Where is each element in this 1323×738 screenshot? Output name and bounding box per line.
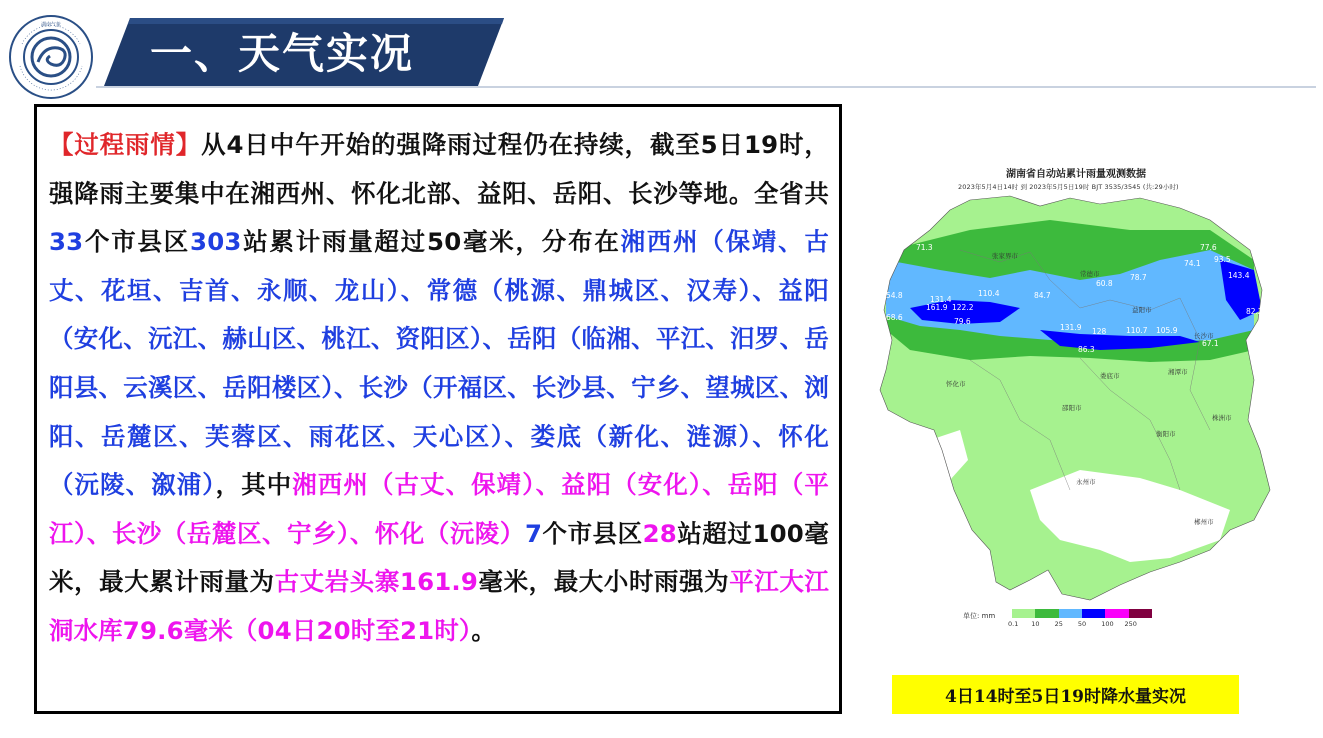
- summary-end: 。: [471, 615, 496, 645]
- rainfall-summary-text: [49, 121, 829, 656]
- city-label-zhangjiajie: 张家界市: [992, 252, 1018, 260]
- station-value: 71.3: [916, 243, 933, 252]
- station-value: 131.9: [1060, 323, 1082, 332]
- legend-ticks: [1008, 620, 1168, 630]
- legend-swatch-0: [1012, 609, 1035, 618]
- city-label-chenzhou: 郴州市: [1194, 518, 1214, 526]
- legend-swatch-5: [1129, 609, 1152, 618]
- legend-unit: 单位: mm: [963, 612, 996, 620]
- station-value: 161.9: [926, 303, 948, 312]
- station-value: 122.2: [952, 303, 974, 312]
- station-count-50mm: 303: [190, 227, 242, 257]
- station-value: 68.6: [886, 313, 903, 322]
- section-label: 【过程雨情】: [49, 130, 202, 159]
- city-label-loudi: 娄底市: [1100, 372, 1120, 380]
- station-value: 110.7: [1126, 326, 1148, 335]
- station-value: 79.6: [954, 317, 971, 326]
- summary-intro: 从4日中午开始的强降雨过程仍在持续，截至5日19时，强降雨主要集中在湘西州、怀化北部、益阳、岳阳、长沙等地。全省共: [49, 130, 830, 208]
- legend-tick-4: 100: [1101, 620, 1114, 628]
- city-label-changsha: 长沙市: [1194, 332, 1214, 340]
- max-hourly-intensity: 平江大江洞水库79.6毫米（04日20时至21时）: [49, 567, 829, 645]
- legend-swatch-4: [1105, 609, 1128, 618]
- legend-tick-3: 50: [1077, 620, 1087, 628]
- city-label-huaihua: 怀化市: [946, 380, 966, 388]
- map-caption: 4日14时至5日19时降水量实况: [892, 675, 1239, 714]
- station-value: 74.1: [1184, 259, 1201, 268]
- station-value: 67.1: [1202, 339, 1219, 348]
- summary-text-7: 毫米，最大小时雨强为: [478, 567, 730, 597]
- station-value: 93.5: [1214, 255, 1231, 264]
- station-value: 54.8: [886, 291, 903, 300]
- county-count-100mm: 7: [524, 518, 543, 548]
- city-label-yiyang: 益阳市: [1132, 306, 1152, 314]
- station-count-100mm: 28: [642, 518, 677, 548]
- summary-text-2: 个市县区: [83, 227, 191, 257]
- legend-swatch-1: [1035, 609, 1058, 618]
- station-value: 78.7: [1130, 273, 1147, 282]
- station-value: 60.8: [1096, 279, 1113, 288]
- city-label-shaoyang: 邵阳市: [1062, 404, 1082, 412]
- map-subtitle: 2023年5月4日14时 到 2023年5月5日19时 BJT 3535/3545 (共:29小时): [958, 183, 1179, 191]
- legend-tick-5: 250: [1124, 620, 1137, 628]
- rainfall-summary-box: [34, 104, 842, 714]
- legend-tick-2: 25: [1054, 620, 1063, 628]
- areas-over-100mm: 湘西州（古丈、保靖）、益阳（安化）、岳阳（平江）、长沙（岳麓区、宁乡）、怀化（沅陵）: [49, 470, 829, 548]
- station-value: 110.4: [978, 289, 1000, 298]
- city-label-zhuzhou: 株洲市: [1212, 414, 1232, 422]
- areas-over-50mm: 湘西州（保靖、古丈、花垣、吉首、永顺、龙山）、常德（桃源、鼎城区、汉寿）、益阳（安化、沅江、赫山区、桃江、资阳区）、岳阳（临湘、平江、汨罗、岳阳县、云溪区、岳阳楼区）、长沙（开福区、长沙县、宁乡、望城区、浏阳、岳麓区、芙蓉区、雨花区、天心区）、娄底（新化、涟源）、怀化（沅陵、溆浦）: [49, 227, 829, 500]
- summary-text-3: 站累计雨量超过50毫米，分布在: [241, 227, 621, 257]
- station-value: 77.6: [1200, 243, 1217, 252]
- rainfall-map: [850, 190, 1280, 610]
- legend-color-bar: [1012, 609, 1152, 618]
- city-label-changde: 常德市: [1080, 270, 1100, 278]
- city-label-yongzhou: 永州市: [1076, 478, 1096, 486]
- station-value: 128: [1092, 327, 1107, 336]
- legend-swatch-2: [1059, 609, 1082, 618]
- page-title: 一、天气实况: [150, 29, 415, 78]
- station-value: 86.3: [1078, 345, 1095, 354]
- map-title: 湖南省自动站累计雨量观测数据: [1006, 169, 1146, 180]
- max-accumulated-rainfall: 古丈岩头寨161.9: [274, 567, 479, 597]
- station-value: 131.4: [930, 295, 952, 304]
- summary-text-4: ，其中: [215, 470, 293, 500]
- station-value: 143.4: [1228, 271, 1250, 280]
- city-label-xiangtan: 湘潭市: [1168, 368, 1188, 376]
- bureau-logo: [8, 14, 94, 100]
- logo-top-text: 湖南气象: [40, 22, 62, 28]
- summary-text-5: 个市县区: [542, 518, 643, 548]
- header-divider: [96, 86, 1316, 88]
- station-value: 84.7: [1034, 291, 1051, 300]
- city-label-hengyang: 衡阳市: [1156, 430, 1176, 438]
- station-value: 82.2: [1246, 307, 1263, 316]
- county-count-50mm: 33: [49, 227, 84, 257]
- station-value: 105.9: [1156, 326, 1178, 335]
- legend-tick-1: 10: [1031, 620, 1040, 628]
- legend-swatch-3: [1082, 609, 1105, 618]
- summary-text-6: 站超过100毫米，最大累计雨量为: [49, 518, 829, 597]
- legend-tick-0: 0.1: [1008, 620, 1019, 628]
